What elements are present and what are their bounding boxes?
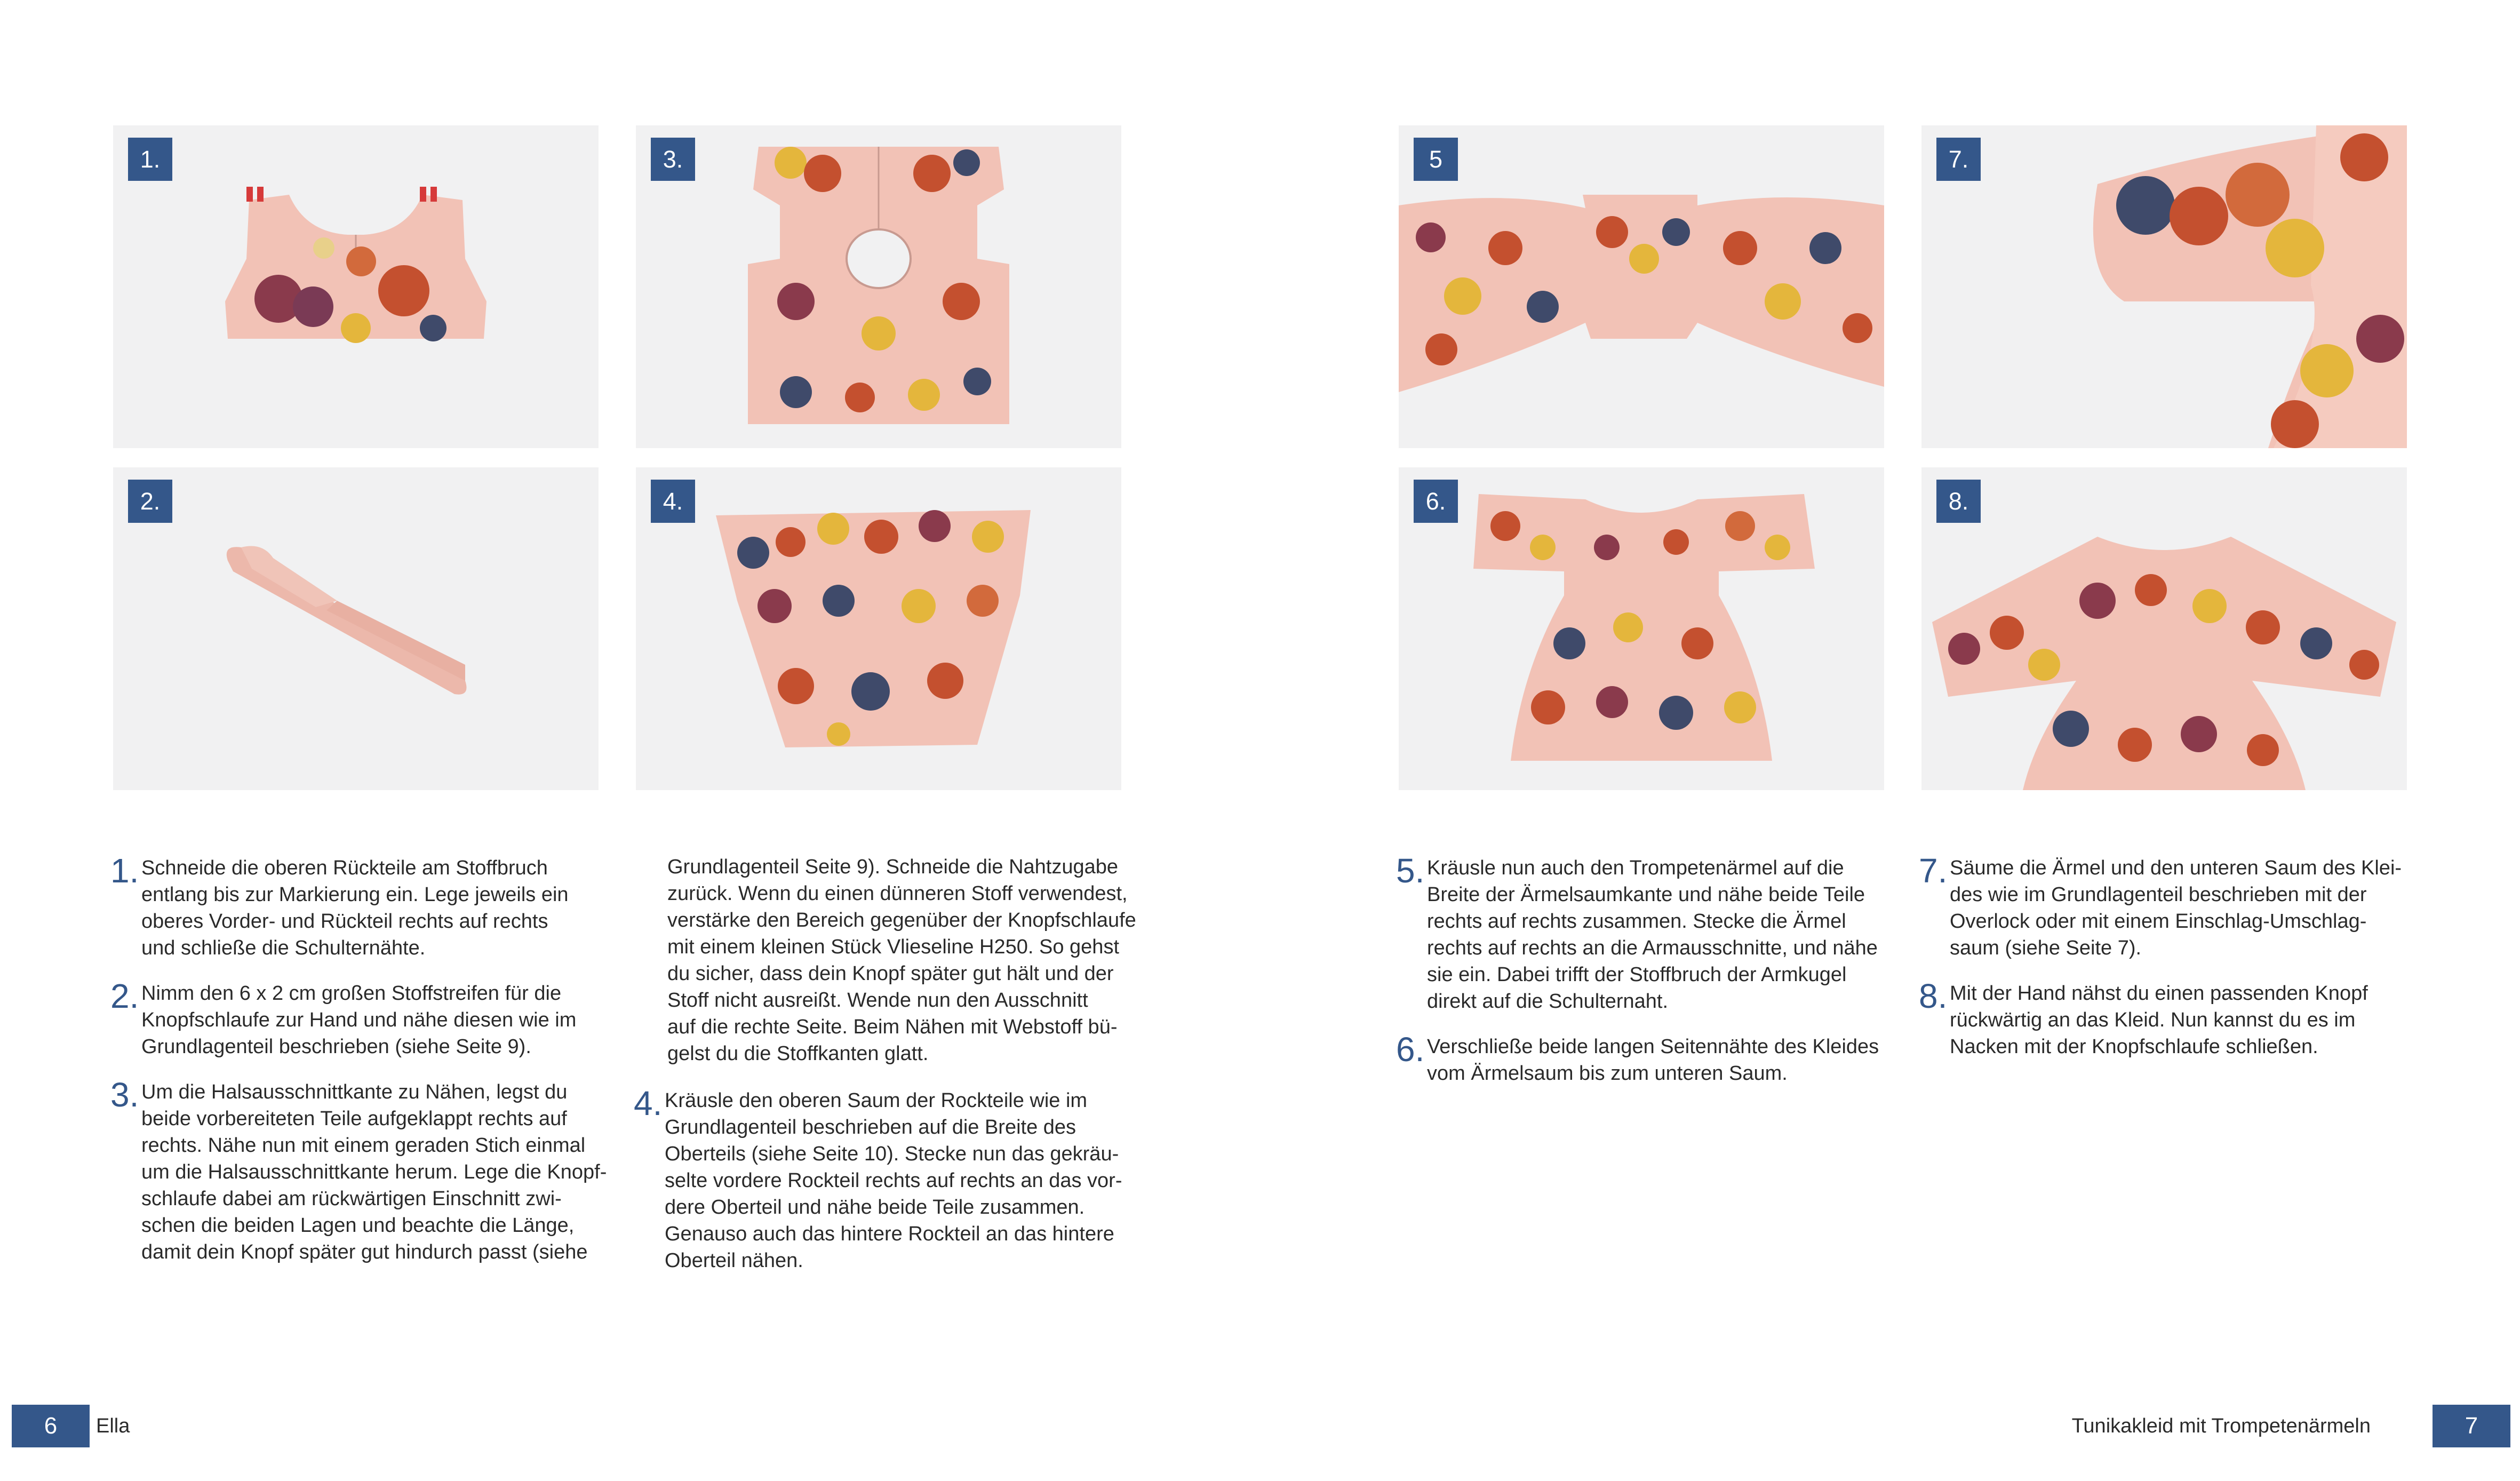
- step-5: [1396, 851, 1908, 1015]
- step-number-badge: 3.: [651, 138, 695, 181]
- step-number: 8.: [1919, 977, 1948, 1015]
- step-text: Säume die Ärmel und den unteren Saum des Klei- des wie im Grundlagenteil beschrieben mit der Overlock oder mit einem Einschlag-Umschlag- saum (siehe Seite 7).: [1950, 857, 2402, 959]
- fabric-strip-illustration: [113, 467, 599, 790]
- step-2: [110, 977, 623, 1060]
- step-3: [110, 1076, 623, 1265]
- step-4: [634, 1084, 1146, 1274]
- step-number: 7.: [1919, 851, 1948, 890]
- page-number-right: 7: [2433, 1405, 2510, 1447]
- step-text: Nimm den 6 x 2 cm großen Stoffstreifen für die Knopfschlaufe zur Hand und nähe diesen wie im Grundlagenteil beschrieben (siehe Seite 9).: [141, 982, 577, 1058]
- photo-step-8: [1921, 467, 2407, 790]
- photo-step-7: [1921, 125, 2407, 448]
- step-7: [1919, 851, 2431, 961]
- step-number-badge: 7.: [1936, 138, 1981, 181]
- step-1: [110, 851, 623, 961]
- step-number: 4.: [634, 1084, 663, 1122]
- step-number: 6.: [1396, 1030, 1425, 1069]
- photo-step-1: [113, 125, 599, 448]
- step-6: [1396, 1030, 1908, 1087]
- step-number-badge: 1.: [128, 138, 172, 181]
- step-text: Um die Halsausschnittkante zu Nähen, legst du beide vorbereiteten Teile aufgeklappt rechts auf rechts. Nähe nun mit einem geraden Stich einmal um die Halsausschnittkante herum. Lege die Knopf- schlaufe dabei am rückwärtigen Einschnitt zwi- schen die beiden Lagen und beachte die Länge, damit dein Knopf später gut hindurch passt (siehe: [141, 1081, 607, 1263]
- trumpet-sleeve-illustration: [1921, 125, 2407, 448]
- gathered-sleeve-illustration: [1399, 125, 1884, 448]
- step-number: 1.: [110, 851, 139, 890]
- step-text: Schneide die oberen Rückteile am Stoffbruch entlang bis zur Markierung ein. Lege jeweils ein oberes Vorder- und Rückteil rechts auf rechts und schließe die Schulternähte.: [141, 857, 569, 959]
- step-number: 5.: [1396, 851, 1425, 890]
- step-text: Kräusle nun auch den Trompetenärmel auf die Breite der Ärmelsaumkante und nähe beide Teile rechts auf rechts zusammen. Stecke die Ärmel rechts auf rechts an die Armausschnitte, und nähe sie ein. Dabei trifft der Stoffbruch der Armkugel direkt auf die Schulternaht.: [1427, 857, 1878, 1013]
- photo-step-3: [636, 125, 1121, 448]
- step-number-badge: 2.: [128, 480, 172, 523]
- photo-step-5: [1399, 125, 1884, 448]
- step-number: 2.: [110, 977, 139, 1015]
- dress-pinned-illustration: [1399, 467, 1884, 790]
- step-text: Mit der Hand nähst du einen passenden Knopf rückwärtig an das Kleid. Nun kannst du es im Nacken mit der Knopfschlaufe schließen.: [1950, 982, 2368, 1058]
- skirt-attached-illustration: [636, 467, 1121, 790]
- step-number-badge: 5: [1414, 138, 1458, 181]
- photo-step-2: [113, 467, 599, 790]
- footer-title-right: Tunikakleid mit Trompetenärmeln: [2071, 1415, 2371, 1437]
- bodice-neckline-illustration: [636, 125, 1121, 448]
- step-text: Verschließe beide langen Seitennähte des Kleides vom Ärmelsaum bis zum unteren Saum.: [1427, 1036, 1879, 1085]
- finished-dress-illustration: [1921, 467, 2407, 790]
- step-3-continued: Grundlagenteil Seite 9). Schneide die Nahtzugabe zurück. Wenn du einen dünneren Stoff verwendest, verstärke den Bereich gegenüber der Knopfschlaufe mit einem kleinen Stück Vlieseline H250. So gehst du sicher, dass dein Knopf später gut hält und der Stoff nicht ausreißt. Wende nun den Ausschnitt auf die rechte Seite. Beim Nähen mit Webstoff bü- gelst du die Stoffkanten glatt.: [667, 856, 1136, 1065]
- photo-step-4: [636, 467, 1121, 790]
- step-text: Kräusle den oberen Saum der Rockteile wie im Grundlagenteil beschrieben auf die Breite des Oberteils (siehe Seite 10). Stecke nun das gekräu- selte vordere Rockteil rechts auf rechts an das vor- dere Oberteil und nähe beide Teile zusammen. Genauso auch das hintere Rockteil an das hintere Oberteil nähen.: [665, 1089, 1122, 1272]
- step-number-badge: 8.: [1936, 480, 1981, 523]
- step-8: [1919, 977, 2431, 1060]
- step-number: 3.: [110, 1076, 139, 1114]
- footer-title-left: Ella: [96, 1415, 130, 1437]
- photo-step-6: [1399, 467, 1884, 790]
- step-number-badge: 4.: [651, 480, 695, 523]
- back-bodice-illustration: [113, 125, 599, 448]
- page-number-left: 6: [12, 1405, 90, 1447]
- step-number-badge: 6.: [1414, 480, 1458, 523]
